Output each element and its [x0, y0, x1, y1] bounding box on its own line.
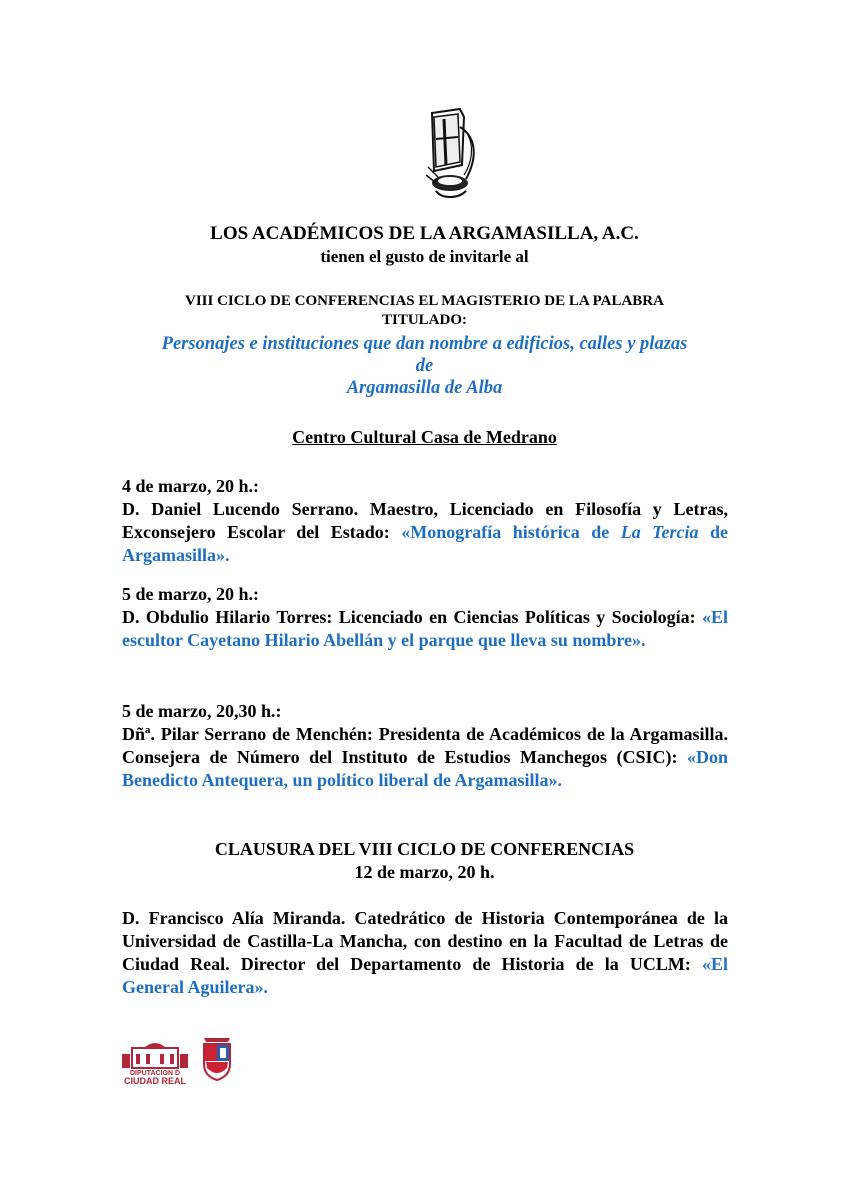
closing-title: CLAUSURA DEL VIII CICLO DE CONFERENCIAS	[214, 839, 635, 859]
closing-heading	[0, 838, 849, 884]
subtitle-line3: Argamasilla de Alba	[346, 378, 503, 398]
talk-date: 5 de marzo, 20,30 h.:	[122, 701, 282, 721]
talk-title-italic: La Tercia	[620, 522, 699, 542]
org-name: LOS ACADÉMICOS DE LA ARGAMASILLA, A.C.	[210, 223, 639, 244]
talk-speaker: D. Daniel Lucendo Serrano. Maestro, Licenciado en Filosofía y Letras, Exconsejero Escolar del Estado:	[122, 499, 728, 542]
subtitle-line1: Personajes e instituciones que dan nombre a edificios, calles y plazas	[161, 334, 688, 354]
invite-line: tienen el gusto de invitarle al	[320, 247, 529, 266]
talk-entry	[122, 583, 728, 652]
talk-title: «El General Aguilera».	[122, 954, 728, 997]
talk-title-part: «Monografía histórica de	[401, 522, 621, 542]
closing-date: 12 de marzo, 20 h.	[354, 862, 495, 882]
closing-talk-entry	[122, 907, 728, 999]
talk-title: «El escultor Cayetano Hilario Abellán y el parque que lleva su nombre».	[122, 607, 728, 650]
talk-title-part: de Argamasilla».	[122, 522, 728, 565]
talk-date: 5 de marzo, 20 h.:	[122, 584, 259, 604]
cycle-title-line2: TITULADO:	[381, 312, 467, 328]
talk-entry	[122, 700, 728, 792]
talk-date: 4 de marzo, 20 h.:	[122, 476, 259, 496]
diputacion-line2: CIUDAD REAL	[124, 1076, 186, 1085]
quill-and-book-emblem-icon	[418, 107, 486, 202]
coat-of-arms-icon	[200, 1034, 234, 1084]
cycle-title	[0, 292, 849, 330]
cycle-title-line1: VIII CICLO DE CONFERENCIAS EL MAGISTERIO DE LA PALABRA	[185, 293, 664, 309]
diputacion-line1: DIPUTACION D	[129, 1070, 181, 1077]
diputacion-ciudad-real-logo	[120, 1040, 190, 1085]
talk-entry	[122, 475, 728, 567]
venue-title: Centro Cultural Casa de Medrano	[292, 427, 557, 447]
talk-title: «Don Benedicto Antequera, un político liberal de Argamasilla».	[122, 747, 728, 790]
talk-speaker: Dñª. Pilar Serrano de Menchén: Presidenta de Académicos de la Argamasilla. Consejera de Número del Instituto de Estudios Manchegos (CSIC):	[122, 724, 728, 767]
talk-speaker: D. Francisco Alía Miranda. Catedrático de Historia Contemporánea de la Universidad de Castilla-La Mancha, con destino en la Facultad de Letras de Ciudad Real. Director del Departamento de Historia de la UCLM:	[122, 908, 728, 974]
talk-speaker: D. Obdulio Hilario Torres: Licenciado en Ciencias Políticas y Sociología:	[122, 607, 702, 627]
cycle-subtitle	[0, 333, 849, 399]
subtitle-line2: de	[415, 356, 434, 376]
